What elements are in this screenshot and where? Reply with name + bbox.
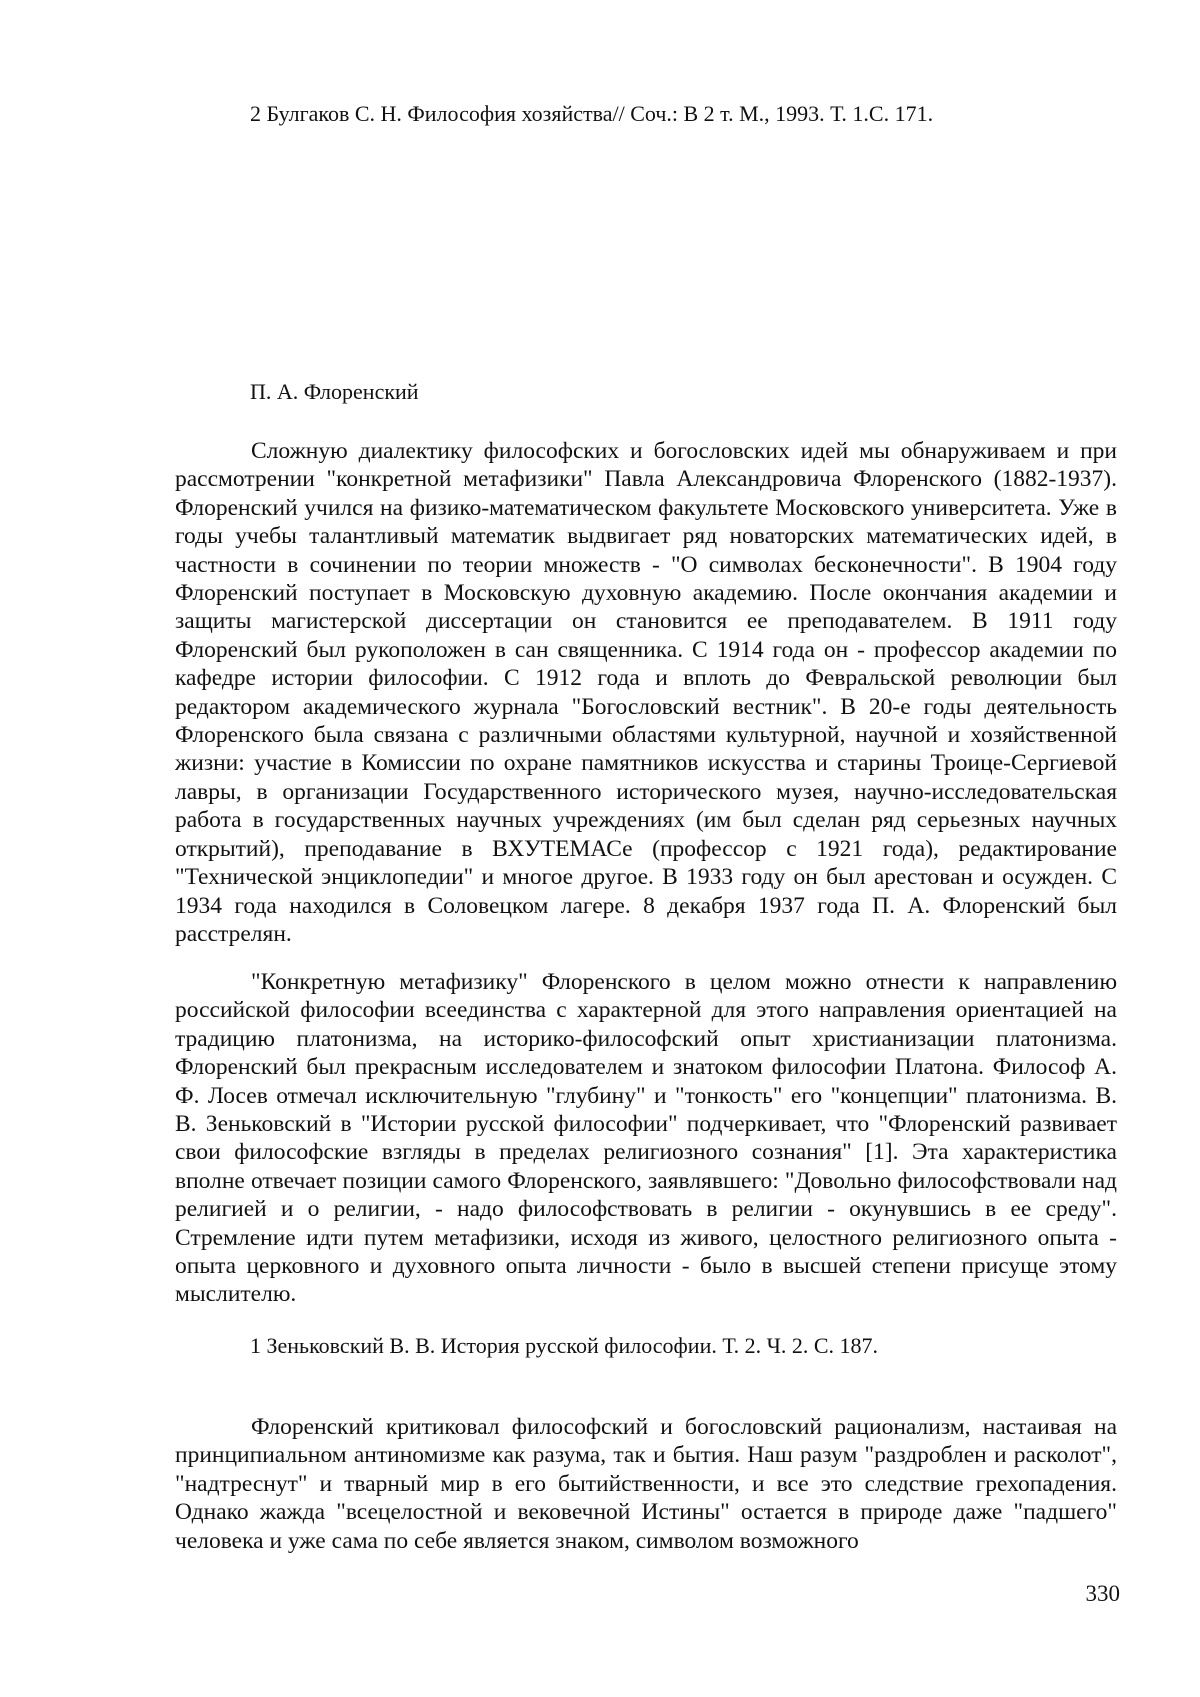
footnote-mid: 1 Зеньковский В. В. История русской философии. Т. 2. Ч. 2. С. 187. [250,1333,879,1358]
section-heading: П. А. Флоренский [250,379,419,404]
paragraph-3: Флоренский критиковал философский и богословский рационализм, настаивая на принципиальном антиномизме как разума, так и бытия. Наш разум "раздроблен и расколот", "надтреснут" и тварный мир в его бытийственности, и все это следствие грехопадения. Однако жажда "всецелостной и вековечной Истины" остается в природе даже "падшего" человека и уже сама по себе является знаком, символом возможного [175,1414,1117,1554]
footnote-top: 2 Булгаков С. Н. Философия хозяйства// Соч.: В 2 т. М., 1993. Т. 1.С. 171. [250,101,934,126]
page-number: 330 [1085,1581,1120,1606]
paragraph-2: "Конкретную метафизику" Флоренского в целом можно отнести к направлению российской философии всеединства с характерной для этого направления ориентацией на традицию платонизма, на историко-философский опыт христианизации платонизма. Флоренский был прекрасным исследователем и знатоком философии Платона. Философ А. Ф. Лосев отмечал исключительную "глубину" и "тонкость" его "концепции" платонизма. В. В. Зеньковский в "Истории русской философии" подчеркивает, что "Флоренский развивает свои философские взгляды в пределах религиозного сознания" [1]. Эта характеристика вполне отвечает позиции самого Флоренского, заявлявшего: "Довольно философствовали над религией и о религии, - надо философствовать в религии - окунувшись в ее среду". Стремление идти путем метафизики, исходя из живого, целостного религиозного опыта - опыта церковного и духовного опыта личности - было в высшей степени присуще этому мыслителю. [175,969,1117,1308]
paragraph-1: Сложную диалектику философских и богословских идей мы обнаруживаем и при рассмотрении "конкретной метафизики" Павла Александровича Флоренского (1882-1937). Флоренский учился на физико-математическом факультете Московского университета. Уже в годы учебы талантливый математик выдвигает ряд новаторских математических идей, в частности в сочинении по теории множеств - "О символах бесконечности". В 1904 году Флоренский поступает в Московскую духовную академию. После окончания академии и защиты магистерской диссертации он становится ее преподавателем. В 1911 году Флоренский был рукоположен в сан священника. С 1914 года он - профессор академии по кафедре истории философии. С 1912 года и вплоть до Февральской революции был редактором академического журнала "Богословский вестник". В 20-е годы деятельность Флоренского была связана с различными областями культурной, научной и хозяйственной жизни: участие в Комиссии по охране памятников искусства и старины Троице-Сергиевой лавры, в организации Государственного исторического музея, научно-исследовательская работа в государственных научных учреждениях (им был сделан ряд серьезных научных открытий), преподавание в ВХУТЕМАСе (профессор с 1921 года), редактирование "Технической энциклопедии" и многое другое. В 1933 году он был арестован и осужден. С 1934 года находился в Соловецком лагере. 8 декабря 1937 года П. А. Флоренский был расстрелян. [175,438,1117,947]
